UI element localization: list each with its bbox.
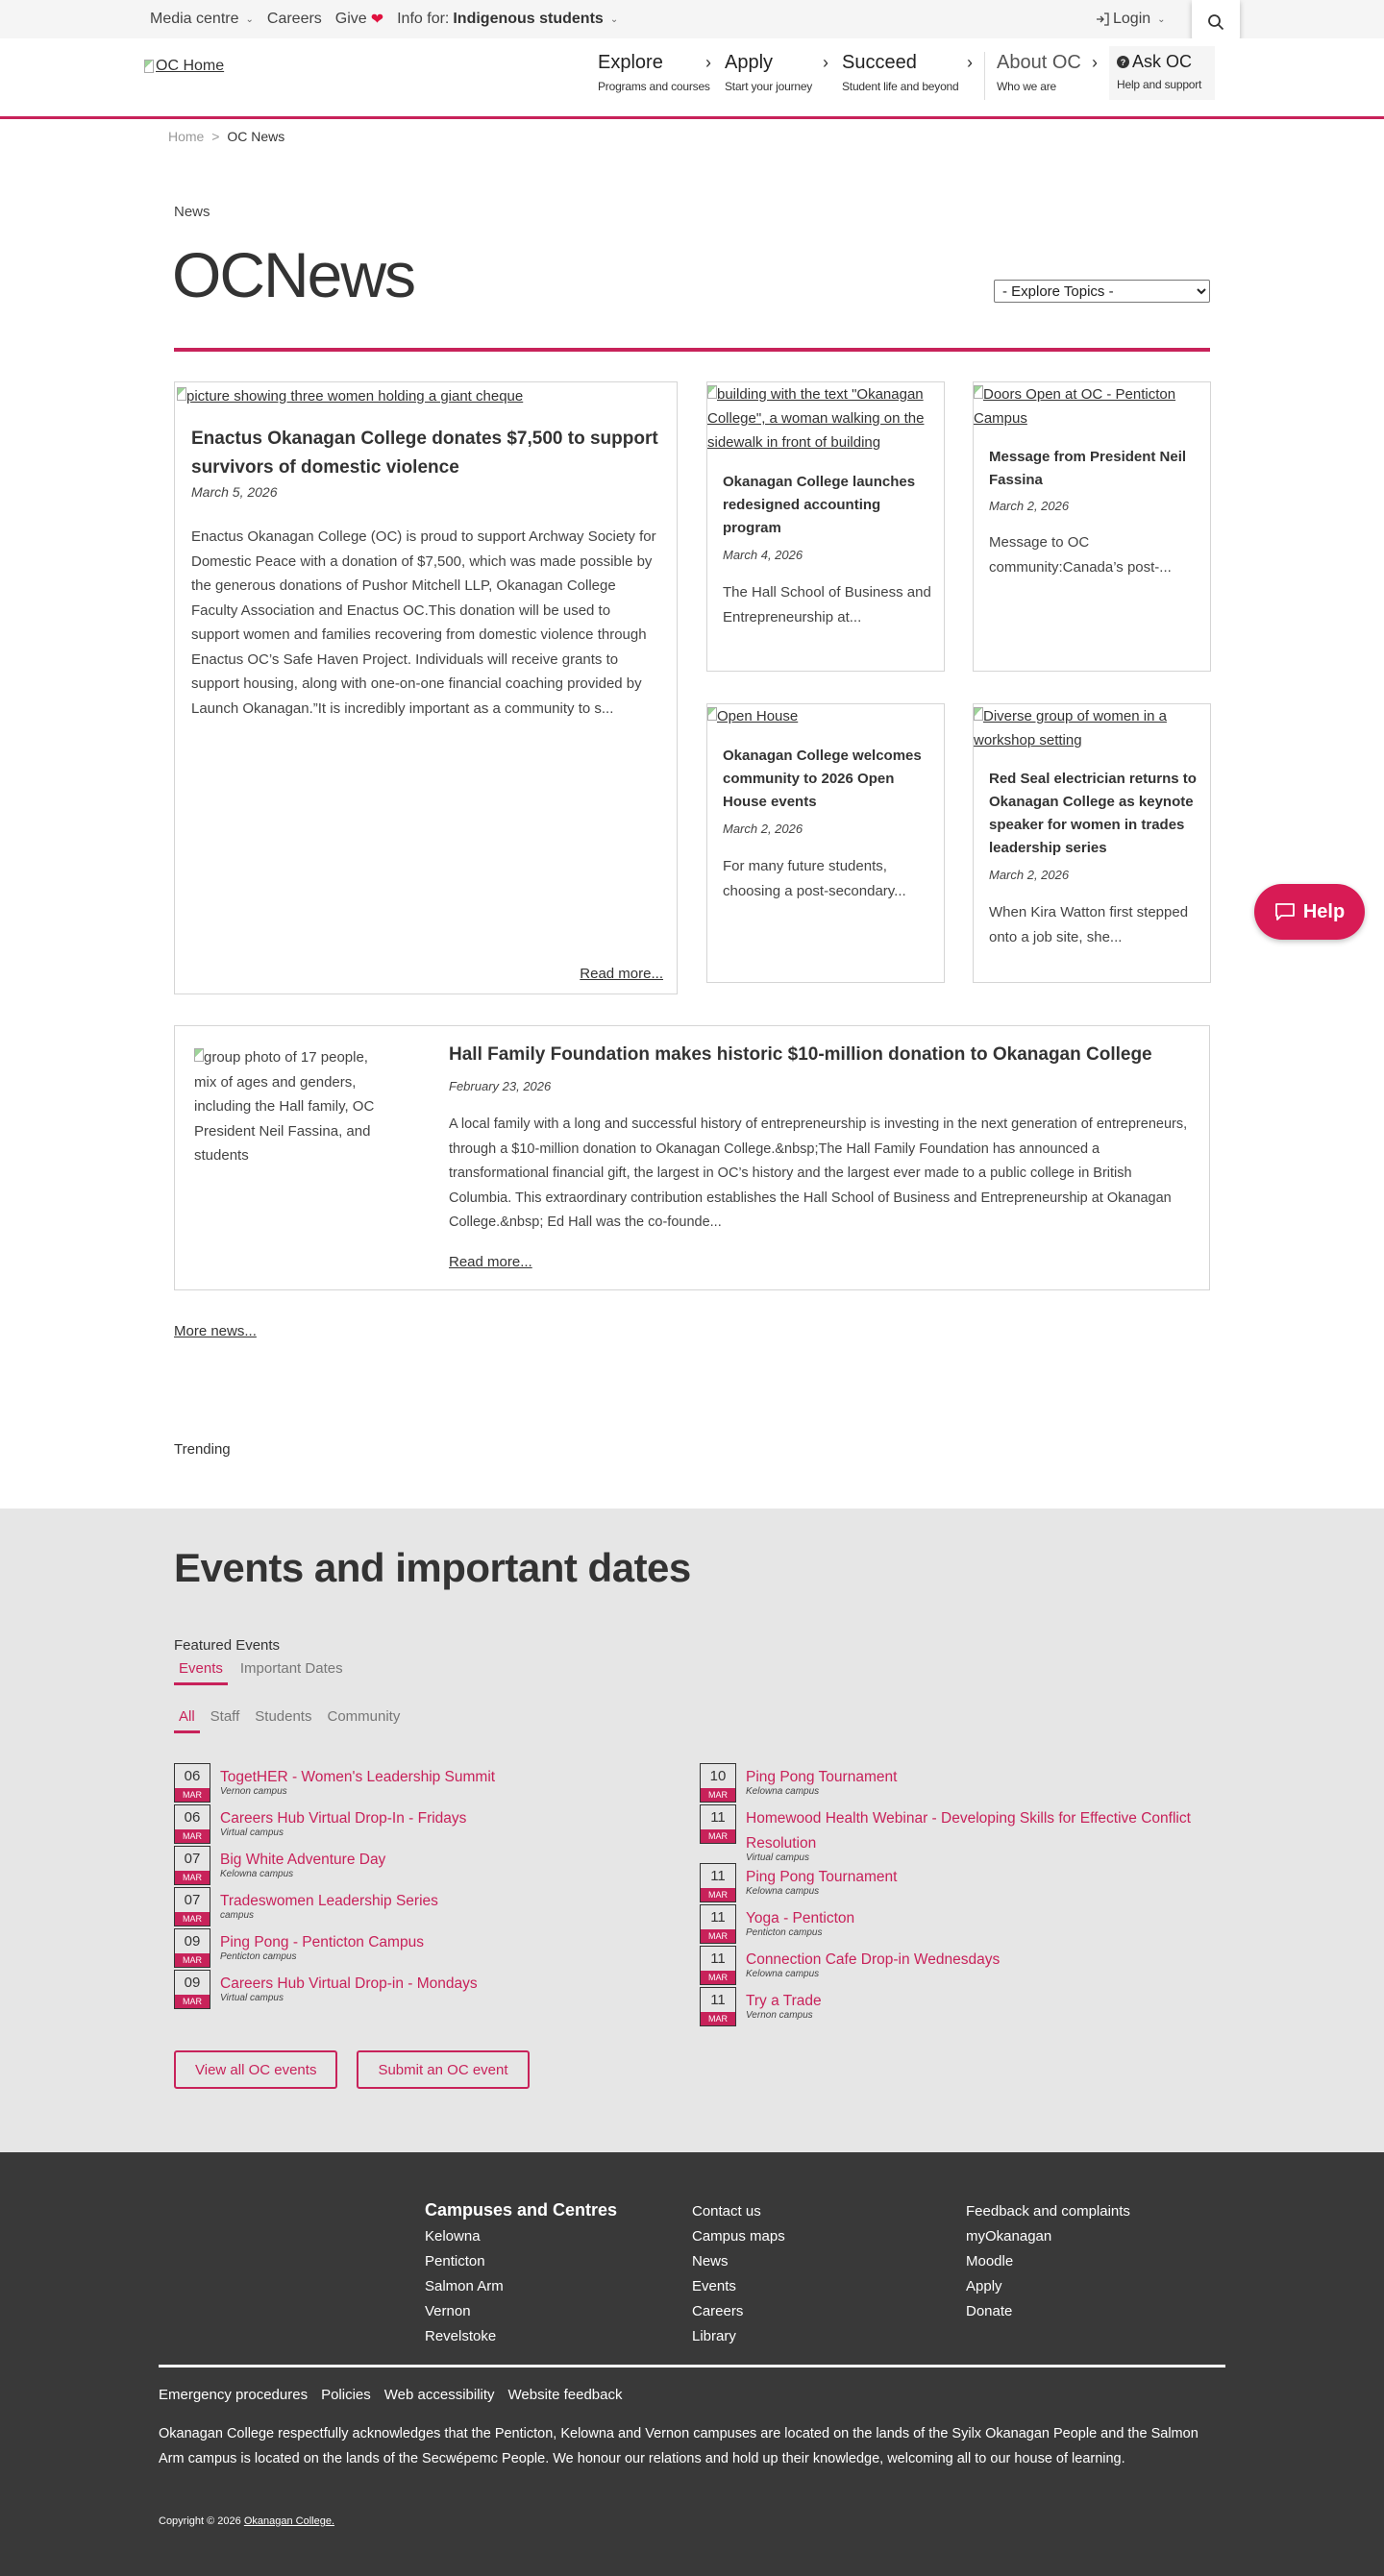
footer-link-careers[interactable]: Careers (692, 2303, 744, 2319)
event-month: MAR (701, 1829, 735, 1843)
date-badge (174, 1804, 210, 1844)
event-location: Virtual campus (746, 1852, 809, 1863)
copyright-text: Copyright © 2026 (159, 2515, 241, 2527)
image-alt-text: group photo of 17 people, mix of ages and genders, including the Hall family, OC President Neil Fassina, and students (194, 1049, 375, 1164)
more-news-link[interactable]: More news... (174, 1323, 257, 1339)
info-for-label: Info for: (397, 11, 450, 27)
event-month: MAR (175, 1829, 210, 1843)
event-day: 11 (710, 1992, 726, 2009)
event-month: MAR (701, 1788, 735, 1802)
tab-students[interactable]: Students (255, 1708, 312, 1725)
view-all-events-button[interactable]: View all OC events (174, 2050, 337, 2089)
news-card[interactable] (706, 381, 945, 672)
event-item (174, 1887, 495, 1928)
event-item (174, 1928, 495, 1970)
image-alt-text: Diverse group of women in a workshop setting (974, 708, 1167, 748)
careers-link[interactable] (267, 11, 322, 28)
news-date: March 4, 2026 (723, 548, 803, 562)
event-day: 11 (710, 1950, 726, 1968)
logo-alt-text: OC Home (156, 58, 225, 74)
nav-explore[interactable] (596, 52, 723, 100)
news-card-wide[interactable] (174, 1025, 1210, 1290)
chevron-right-icon: › (823, 53, 828, 72)
news-image-link[interactable] (707, 382, 944, 454)
footer-link-salmon-arm[interactable]: Salmon Arm (425, 2278, 504, 2294)
events-list-left (174, 1763, 495, 2011)
event-item (174, 1846, 495, 1887)
nav-sublabel: Help and support (1117, 78, 1202, 91)
featured-events-label: Featured Events (174, 1637, 281, 1654)
footer-link-events[interactable]: Events (692, 2278, 736, 2294)
tab-all[interactable]: All (174, 1708, 200, 1733)
footer-link-campus-maps[interactable]: Campus maps (692, 2228, 785, 2245)
news-date: February 23, 2026 (449, 1079, 552, 1093)
date-badge (700, 1804, 736, 1844)
question-icon: ? (1117, 56, 1129, 68)
event-location: campus (220, 1910, 255, 1921)
explore-topics-select[interactable] (994, 280, 1210, 303)
nav-succeed[interactable] (840, 52, 984, 100)
date-badge (700, 1863, 736, 1902)
date-badge (700, 1987, 736, 2026)
event-title-link[interactable]: Connection Cafe Drop-in Wednesdays (746, 1951, 1001, 1968)
chevron-down-icon: ⌄ (245, 13, 254, 25)
event-month: MAR (175, 1995, 210, 2008)
footer-link-kelowna[interactable]: Kelowna (425, 2228, 481, 2245)
news-image-link[interactable] (974, 704, 1210, 752)
event-title-link[interactable]: Yoga - Penticton (746, 1910, 855, 1926)
news-image-link[interactable] (707, 704, 944, 728)
event-day: 09 (184, 1933, 201, 1950)
broken-image-icon (707, 707, 717, 721)
date-badge (700, 1946, 736, 1985)
land-acknowledgement: Okanagan College respectfully acknowledges that the Penticton, Kelowna and Vernon campuses are located on the lands of the Syilx Okanagan People and the Salmon Arm campus is located on the lands of the Secwépemc People. We honour our relations and hold up their knowledge, welcoming all to our house of learning. (159, 2426, 1199, 2466)
news-excerpt: For many future students, choosing a post-secondary... (723, 858, 906, 899)
event-item (700, 1987, 1219, 2028)
image-alt-text: Open House (717, 708, 799, 724)
event-day: 11 (710, 1809, 726, 1827)
event-location: Virtual campus (220, 1993, 284, 2003)
utility-bar (0, 0, 1384, 38)
trending-heading: Trending (174, 1441, 231, 1458)
tab-staff[interactable]: Staff (210, 1708, 240, 1725)
event-day: 11 (710, 1868, 726, 1885)
help-label: Help (1302, 900, 1346, 922)
event-item (700, 1804, 1219, 1863)
event-location: Kelowna campus (746, 1886, 820, 1897)
submit-event-button[interactable]: Submit an OC event (357, 2050, 529, 2089)
footer-link-library[interactable]: Library (692, 2328, 736, 2344)
search-icon (1207, 13, 1224, 31)
footer-link-penticton[interactable]: Penticton (425, 2253, 485, 2269)
footer-link-feedback[interactable]: Feedback and complaints (966, 2203, 1130, 2220)
footer-link-vernon[interactable]: Vernon (425, 2303, 471, 2319)
login-menu[interactable] (1096, 0, 1166, 38)
footer-column-2 (692, 2202, 785, 2346)
event-item (700, 1863, 1219, 1904)
page-title: OCNews (172, 239, 415, 310)
chevron-right-icon: › (967, 53, 973, 72)
breadcrumb-separator: > (211, 129, 220, 144)
event-day: 11 (710, 1909, 726, 1926)
footer-link-apply[interactable]: Apply (966, 2278, 1002, 2294)
footer-link-moodle[interactable]: Moodle (966, 2253, 1014, 2269)
footer-link-news[interactable]: News (692, 2253, 729, 2269)
give-link[interactable] (335, 10, 383, 29)
events-title: Events and important dates (174, 1545, 691, 1590)
news-title[interactable]: Enactus Okanagan College donates $7,500 to support survivors of domestic violence (191, 429, 658, 478)
chevron-right-icon: › (1092, 53, 1098, 72)
main-header (0, 38, 1384, 119)
media-centre-label: Media centre (150, 11, 239, 27)
date-badge (174, 1970, 210, 2009)
image-alt-text: Doors Open at OC - Penticton Campus (974, 386, 1176, 427)
event-title-link[interactable]: Try a Trade (746, 1993, 822, 2009)
section-label: News (174, 204, 210, 220)
footer-link-myokanagan[interactable]: myOkanagan (966, 2228, 1052, 2245)
event-day: 06 (184, 1809, 201, 1827)
login-icon (1096, 12, 1109, 26)
footer-bottom-links (159, 2387, 623, 2403)
chevron-down-icon: ⌄ (609, 13, 619, 25)
news-excerpt: The Hall School of Business and Entrepreneurship at... (723, 584, 931, 626)
event-title-link[interactable]: Ping Pong Tournament (746, 1869, 898, 1885)
main-nav (596, 52, 1215, 100)
nav-sublabel: Who we are (997, 80, 1057, 93)
tab-important-dates[interactable]: Important Dates (239, 1660, 343, 1677)
date-badge (174, 1928, 210, 1968)
footer-link-donate[interactable]: Donate (966, 2303, 1013, 2319)
date-badge (700, 1904, 736, 1944)
tab-events[interactable]: Events (174, 1660, 228, 1685)
news-date: March 2, 2026 (989, 499, 1070, 513)
oc-home-logo[interactable] (144, 58, 224, 75)
nav-about-oc[interactable] (984, 52, 1109, 100)
nav-sublabel: Start your journey (725, 80, 813, 93)
events-list-right (700, 1763, 1219, 2028)
event-location: Vernon campus (220, 1786, 287, 1797)
news-image[interactable] (194, 1045, 386, 1168)
footer-campuses (425, 2200, 617, 2346)
broken-image-icon (194, 1048, 204, 1062)
news-excerpt: Enactus Okanagan College (OC) is proud to support Archway Society for Domestic Peace with a donation of $7,500, which was made possible by the generous donations of Pushor Mitchell LLP, Okanagan College Faculty Association and Enactus OC.This donation will be used to support women and families recovering from domestic violence through Enactus OC’s Safe Haven Project. Individuals will receive grants to support housing, along with one-on-one financial coaching provided by Launch Okanagan.”It is incredibly important as a community to s... (191, 528, 656, 717)
event-location: Penticton campus (220, 1951, 297, 1962)
event-title-link[interactable]: TogetHER - Women's Leadership Summit (220, 1769, 496, 1785)
news-title[interactable]: Okanagan College welcomes community to 2026 Open House events (723, 748, 922, 810)
help-button[interactable] (1254, 884, 1365, 940)
copyright-link[interactable]: Okanagan College. (243, 2515, 335, 2527)
footer-campuses-heading[interactable]: Campuses and Centres (425, 2200, 618, 2220)
news-title[interactable]: Red Seal electrician returns to Okanagan College as keynote speaker for women in trades leadership series (989, 771, 1197, 856)
footer-link-policies[interactable]: Policies (321, 2387, 371, 2403)
footer-link-contact-us[interactable]: Contact us (692, 2203, 761, 2220)
event-item (174, 1804, 495, 1846)
broken-image-icon (177, 387, 186, 401)
news-date: March 2, 2026 (723, 822, 803, 836)
news-excerpt: A local family with a long and successful history of entrepreneurship is investing in the next generation of entrepreneurs, through a $10-million donation to Okanagan College.&nbsp;The Hall Family Foundation has announced a transformational financial gift, the largest in OC’s history and the largest ever made to a public college in British Columbia. This extraordinary contribution establishes the Hall School of Business and Entrepreneurship at Okanagan College.&nbsp; Ed Hall was the co-founde... (449, 1116, 1188, 1230)
breadcrumb (168, 129, 284, 144)
nav-ask-oc[interactable] (1109, 46, 1215, 100)
news-excerpt: Message to OC community:Canada’s post-... (989, 534, 1172, 576)
events-section (0, 1509, 1384, 2152)
events-tabs (174, 1660, 348, 1685)
broken-image-icon (707, 385, 717, 399)
news-card[interactable] (973, 381, 1211, 672)
image-alt-text: picture showing three women holding a giant cheque (186, 388, 524, 405)
event-item (700, 1763, 1219, 1804)
event-day: 06 (184, 1768, 201, 1785)
careers-label: Careers (266, 11, 322, 27)
event-month: MAR (175, 1788, 210, 1802)
event-month: MAR (175, 1953, 210, 1967)
nav-label: About OC (997, 52, 1081, 73)
breadcrumb-home[interactable]: Home (168, 129, 205, 144)
audience-tabs (174, 1708, 405, 1733)
media-centre-menu[interactable] (150, 11, 254, 28)
event-location: Kelowna campus (746, 1786, 820, 1797)
news-card[interactable] (706, 703, 945, 983)
news-card-featured[interactable] (174, 381, 678, 994)
image-alt-text: building with the text "Okanagan College", a woman walking on the sidewalk in front of building (707, 386, 925, 451)
news-image-link[interactable] (177, 384, 523, 408)
news-title[interactable]: Hall Family Foundation makes historic $10-million donation to Okanagan College (449, 1044, 1152, 1065)
event-day: 09 (184, 1975, 201, 1992)
date-badge (700, 1763, 736, 1803)
info-for-value: Indigenous students (453, 11, 604, 27)
tab-community[interactable]: Community (327, 1708, 401, 1725)
event-location: Kelowna campus (746, 1969, 820, 1979)
chevron-down-icon: ⌄ (1157, 13, 1166, 25)
nav-apply[interactable] (723, 52, 840, 100)
broken-image-icon (974, 707, 983, 721)
breadcrumb-current: OC News (227, 129, 285, 144)
nav-label: Ask OC (1132, 52, 1193, 71)
event-location: Virtual campus (220, 1828, 284, 1838)
nav-sublabel: Programs and courses (598, 80, 710, 93)
broken-image-icon (974, 385, 983, 399)
event-location: Penticton campus (746, 1927, 823, 1938)
event-item (174, 1763, 495, 1804)
date-badge (174, 1846, 210, 1885)
event-month: MAR (701, 1929, 735, 1943)
event-location: Vernon campus (746, 2010, 813, 2021)
event-month: MAR (701, 1888, 735, 1901)
event-location: Kelowna campus (220, 1869, 294, 1879)
event-day: 07 (184, 1892, 201, 1909)
event-item (174, 1970, 495, 2011)
heart-icon: ❤ (370, 12, 384, 28)
news-date: March 5, 2026 (191, 484, 278, 500)
event-title-link[interactable]: Ping Pong Tournament (746, 1769, 898, 1785)
news-title[interactable]: Message from President Neil Fassina (989, 449, 1187, 488)
copyright (159, 2515, 334, 2527)
read-more-link[interactable]: Read more... (580, 966, 663, 982)
footer-column-3 (966, 2202, 1130, 2321)
footer-link-accessibility[interactable]: Web accessibility (383, 2387, 495, 2403)
nav-label: Explore (598, 52, 663, 73)
event-month: MAR (701, 2012, 735, 2025)
footer (0, 2152, 1384, 2576)
chevron-right-icon: › (705, 53, 711, 72)
event-month: MAR (175, 1871, 210, 1884)
read-more-link[interactable]: Read more... (449, 1254, 532, 1270)
news-excerpt: When Kira Watton first stepped onto a job site, she... (989, 904, 1189, 945)
event-title-link[interactable]: Big White Adventure Day (220, 1852, 386, 1868)
event-item (700, 1904, 1219, 1946)
news-title[interactable]: Okanagan College launches redesigned accounting program (723, 474, 916, 536)
event-title-link[interactable]: Ping Pong - Penticton Campus (220, 1934, 424, 1950)
footer-link-emergency[interactable]: Emergency procedures (159, 2387, 309, 2403)
news-image-link[interactable] (974, 382, 1210, 430)
news-date: March 2, 2026 (989, 868, 1070, 882)
news-card[interactable] (973, 703, 1211, 983)
event-buttons (174, 2050, 530, 2089)
nav-label: Apply (725, 52, 774, 73)
event-title-link[interactable]: Careers Hub Virtual Drop-in - Mondays (220, 1975, 478, 1992)
footer-link-revelstoke[interactable]: Revelstoke (425, 2328, 497, 2344)
event-month: MAR (175, 1912, 210, 1926)
nav-label: Succeed (842, 52, 917, 73)
info-for-menu[interactable] (397, 11, 618, 28)
event-day: 07 (184, 1851, 201, 1868)
event-title-link[interactable]: Careers Hub Virtual Drop-In - Fridays (220, 1810, 467, 1827)
date-badge (174, 1763, 210, 1803)
event-month: MAR (701, 1971, 735, 1984)
event-item (700, 1946, 1219, 1987)
login-label: Login (1113, 11, 1151, 27)
event-title-link[interactable]: Homewood Health Webinar - Developing Skills for Effective Conflict Resolution (746, 1810, 1191, 1852)
date-badge (174, 1887, 210, 1926)
event-day: 10 (709, 1768, 727, 1785)
footer-link-website-feedback[interactable]: Website feedback (507, 2387, 623, 2403)
chat-bubble-icon (1274, 902, 1296, 921)
footer-divider (159, 2365, 1225, 2367)
give-label: Give (334, 11, 367, 27)
nav-sublabel: Student life and beyond (842, 80, 959, 93)
broken-image-icon (144, 60, 154, 73)
event-title-link[interactable]: Tradeswomen Leadership Series (220, 1893, 438, 1909)
title-divider (174, 348, 1210, 352)
